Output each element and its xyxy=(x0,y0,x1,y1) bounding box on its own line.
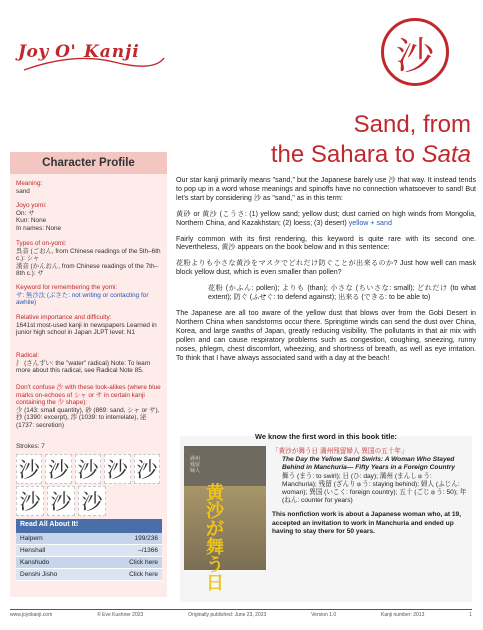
page-footer xyxy=(10,609,472,620)
cover-subtitle: 満州残留婦人 xyxy=(190,456,201,474)
meaning-value: sand xyxy=(16,187,30,195)
ref-value: –/1366 xyxy=(138,546,158,554)
cover-title: 黄沙が舞う日 xyxy=(206,483,224,593)
example-2-gloss: 花粉 (かふん: pollen); よりも (than); 小さな (ちいさな: small); どれだけ (to what extent); 防ぐ (ふせぐ: to defend against); 出来る (できる: to be able to) xyxy=(208,284,476,302)
book-description: This nonfiction work is about a Japanese woman who, at 19, accepted an invitation to work in Manchuria and ended up having to stay there for 50 years. xyxy=(272,511,462,535)
confuse-section xyxy=(16,384,164,430)
stroke-step: 沙 xyxy=(16,486,44,516)
stroke-step: 沙 xyxy=(47,486,75,516)
importance-section xyxy=(16,314,164,337)
types-label: Types of on-yomi: xyxy=(16,240,67,247)
importance-value: 1641st most-used kanji in newspapers Learned in junior high school in Japan JLPT level: N1 xyxy=(16,321,157,337)
meaning-label: Meaning: xyxy=(16,180,43,187)
joyo-section xyxy=(16,202,164,232)
types-2: 漢音 (かんおん, from Chinese readings of the 7th–8th c.): サ xyxy=(16,262,159,278)
joyo-kun: Kun: None xyxy=(16,217,47,225)
paragraph-3: The Japanese are all too aware of the yellow dust that blows over from the Gobi Desert in Northern China when sandstorms occur there. Springtime winds can send the dust over China, Korea, and large swaths of Japan, greatly reducing visibility. The pollutants in that air mix with pollen and can cause respiratory problems such as congestion, coughing, sneezing, runny noses, phlegm, chest discomfort, wheezing, and shortness of breath, as well as eye irritation. To think that I have always associated sand with a day at the beach! xyxy=(176,308,476,362)
denshi-jisho-link[interactable]: Click here xyxy=(129,570,158,578)
joyo-on: On: サ xyxy=(16,209,35,217)
character-profile-sidebar xyxy=(10,152,167,597)
sidebar-header: Character Profile xyxy=(10,152,167,174)
types-1: 呉音 (ごおん, from Chinese readings of the 5th–6th c.): シャ xyxy=(16,247,161,263)
table-row xyxy=(16,569,162,581)
paragraph-1: Our star kanji primarily means "sand," but the Japanese barely use 沙 that way. It instead tends to pop up in a word whose meanings and spinoffs have no connection whatsoever to sand! But let's start by considering 沙 as "sand," as in this term: xyxy=(176,176,476,202)
joyo-names: In names: None xyxy=(16,224,62,232)
footer-copyright: © Eve Kushner 2023 xyxy=(97,612,144,618)
footer-kanji-number: Kanji number: 2013 xyxy=(380,612,425,618)
stroke-order-row-1 xyxy=(16,454,160,484)
title-line-2a: the Sahara to xyxy=(270,141,422,168)
footer-published: Originally published: June 23, 2023 xyxy=(188,612,267,618)
confuse-label: Don't confuse 沙 with these look-alikes (where blue marks on-echoes of シャ or サ in certain kanji containing the 少 shape): xyxy=(16,384,161,407)
confuse-value: 少 (143: small quantity), 砂 (869: sand, シャ or サ), 抄 (1390: excerpt), 渉 (1039: to interrelate), 泌 (1737: secretion) xyxy=(16,406,160,429)
stroke-step: 沙 xyxy=(134,454,160,484)
footer-version: Version 1.0 xyxy=(311,612,337,618)
stroke-step: 沙 xyxy=(16,454,42,484)
stroke-step: 沙 xyxy=(45,454,71,484)
site-logo xyxy=(14,12,164,76)
radical-section xyxy=(16,352,164,375)
title-line-1: Sand, from xyxy=(353,111,471,138)
table-row xyxy=(16,557,162,569)
stroke-step: 沙 xyxy=(104,454,130,484)
featured-kanji: 沙 xyxy=(381,18,449,86)
read-all-about-it-table xyxy=(16,519,162,581)
radical-value: 氵 (さんずい: the "water" radical) Note: To learn more about this radical, see Radical Note 85. xyxy=(16,359,151,375)
book-details xyxy=(272,448,468,536)
book-title-en: The Day the Yellow Sand Swirls: A Woman Who Stayed Behind in Manchuria— Fifty Years in a Foreign Country xyxy=(282,456,455,472)
paragraph-2: Fairly common with its first rendering, this keyword is quite rare with its second one. Nevertheless, 黄沙 appears on the book below and in this sentence: xyxy=(176,234,476,252)
example-2: 花粉よりも小さな黄沙をマスクでどれだけ防ぐことが出来るのか? Just how well can mask block yellow dust, which is even smaller than pollen? xyxy=(176,259,476,277)
table-row xyxy=(16,533,162,545)
book-feature-box xyxy=(180,432,472,602)
keyword-section xyxy=(16,284,164,307)
book-title-jp: 「黄沙が舞う日 満州残留婦人 異国の五十年」 xyxy=(272,448,408,455)
readall-header: Read All About It! xyxy=(16,519,162,533)
importance-label: Relative importance and difficulty: xyxy=(16,314,112,321)
keyword-label: Keyword for remembering the yomi: xyxy=(16,284,118,291)
table-row xyxy=(16,545,162,557)
footer-site[interactable]: www.joyokanji.com xyxy=(10,612,53,618)
book-heading: We know the first word in this book title: xyxy=(255,432,397,441)
stroke-step: 沙 xyxy=(78,486,106,516)
joyo-label: Joyo yomi: xyxy=(16,202,47,209)
types-section xyxy=(16,240,164,278)
ref-name: Kanshudo xyxy=(20,558,50,566)
footer-page-number: 1 xyxy=(469,612,472,618)
ref-name: Denshi Jisho xyxy=(20,570,58,578)
example-1-text: 黄砂 or 黄沙 (こうさ: (1) yellow sand; yellow dust; dust carried on high winds from Mongolia, Northern China, and Kazakhstan; (2) loess; (3) desert) xyxy=(176,209,476,227)
stroke-order-row-2 xyxy=(16,486,160,516)
example-1-gloss: yellow + sand xyxy=(348,218,392,227)
logo-joy-text: Joy O' xyxy=(18,42,77,62)
example-1 xyxy=(176,210,476,228)
title-line-2b: Sata xyxy=(421,141,471,168)
ref-name: Henshall xyxy=(20,546,46,554)
article-body xyxy=(176,176,476,369)
stroke-step: 沙 xyxy=(75,454,101,484)
keyword-value: サ: 無沙汰 (ぶさた: not writing or contacting for awhile) xyxy=(16,291,149,307)
ref-name: Halpern xyxy=(20,534,43,542)
article-title xyxy=(185,110,471,170)
kanshudo-link[interactable]: Click here xyxy=(129,558,158,566)
meaning-section xyxy=(16,180,164,195)
title-line-2 xyxy=(185,140,471,170)
radical-label: Radical: xyxy=(16,352,40,359)
ref-value: 199/236 xyxy=(134,534,158,542)
book-gloss: 舞う (まう: to swirl); 日 (ひ: day); 満州 (まんしゅう: Manchuria); 残留 (ざんりゅう: staying behind); 婦人 (ふじん: woman); 異国 (いこく: foreign country); 五十 (ごじゅう: 50); 年 (ねん: counter for years) xyxy=(282,472,467,505)
book-cover-image xyxy=(184,446,266,593)
logo-kanji-text: Kanji xyxy=(84,42,140,62)
strokes-label: Strokes: 7 xyxy=(16,443,45,450)
